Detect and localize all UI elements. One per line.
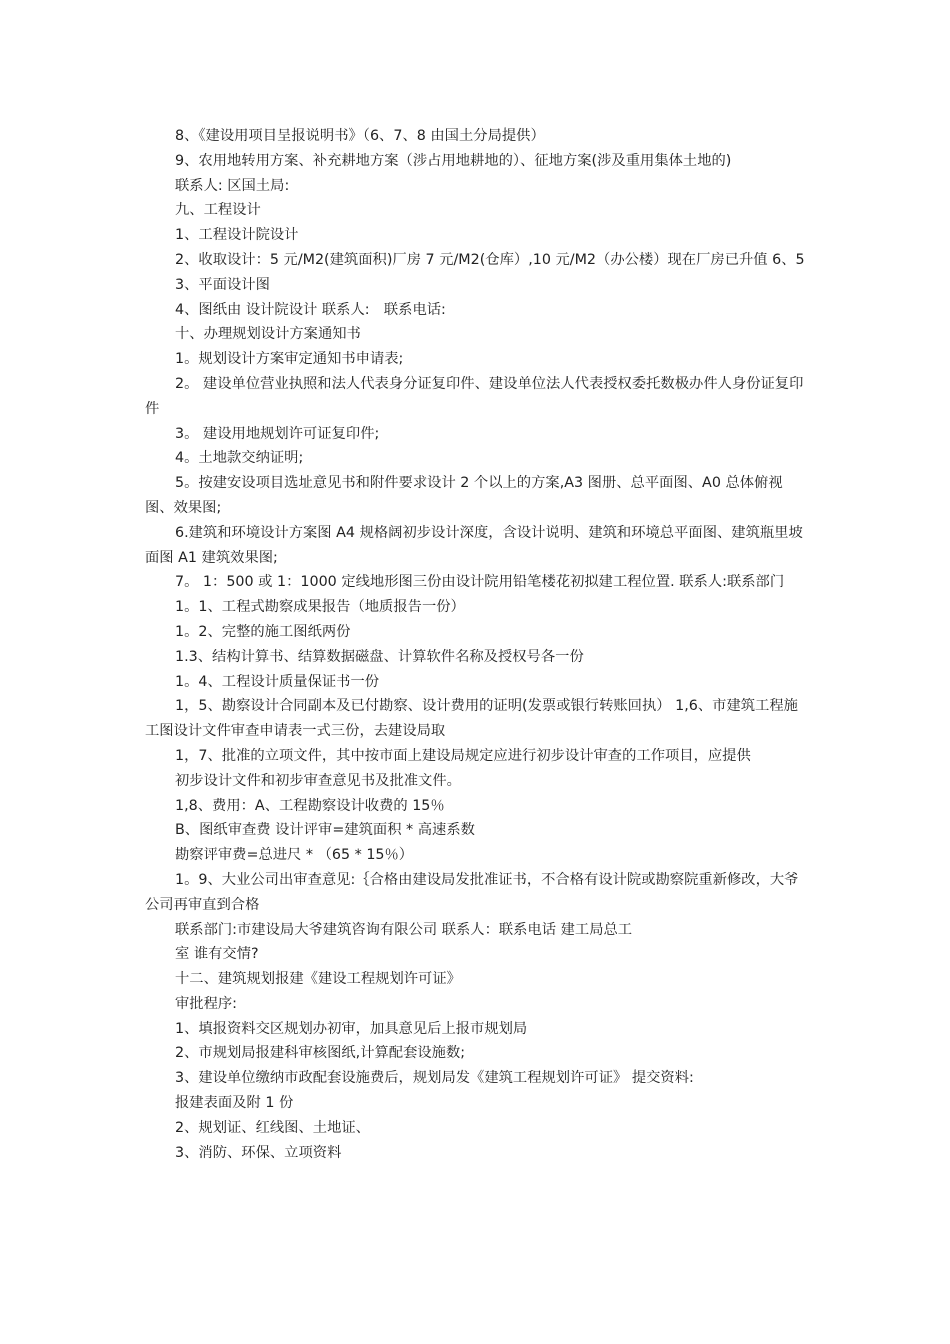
paragraph-line: 1，7、批准的立项文件，其中按市面上建设局规定应进行初步设计审查的工作项目，应提供 <box>175 747 751 764</box>
section-heading: 九、工程设计 <box>175 202 261 219</box>
paragraph-line: 1。4、工程设计质量保证书一份 <box>175 673 380 690</box>
paragraph-line: 联系人: 区国土局: <box>175 177 290 194</box>
paragraph-line: 审批程序: <box>175 995 238 1012</box>
paragraph-line: 3、建设单位缴纳市政配套设施费后，规划局发《建筑工程规划许可证》 提交资料: <box>175 1070 694 1087</box>
section-heading: 十二、建筑规划报建《建设工程规划许可证》 <box>175 971 461 988</box>
paragraph-line: 联系部门:市建设局大爷建筑咨询有限公司 联系人：联系电话 建工局总工 <box>175 921 633 938</box>
paragraph-line: 勘察评审费=总进尺 * （65 * 15％） <box>175 847 414 864</box>
paragraph-line: 9、农用地转用方案、补充耕地方案（涉占用地耕地的）、征地方案(涉及重用集体土地的) <box>175 152 732 169</box>
paragraph-line: 5。按建安设项目选址意见书和附件要求设计 2 个以上的方案,A3 图册、总平面图、A0 总体俯视图、效果图; <box>145 475 783 516</box>
paragraph-line: 1。2、完整的施工图纸两份 <box>175 623 351 640</box>
paragraph-line: 1,8、费用：A、工程勘察设计收费的 15％ <box>175 797 445 814</box>
section-heading: 十、办理规划设计方案通知书 <box>175 326 361 343</box>
paragraph-line: 1。9、大业公司出审查意见:｛合格由建设局发批准证书，不合格有设计院或勘察院重新修改，大爷公司再审直到合格 <box>145 871 799 913</box>
paragraph-line: 1。1、工程式勘察成果报告（地质报告一份） <box>175 599 465 616</box>
paragraph-line: 2、市规划局报建科审核图纸,计算配套设施数; <box>175 1045 466 1062</box>
paragraph-line: 4。土地款交纳证明; <box>175 450 304 467</box>
document-body <box>145 124 807 1165</box>
paragraph-line: 2、收取设计：5 元/M2(建筑面积)厂房 7 元/M2(仓库）,10 元/M2（办公楼）现在厂房已升值 6、5 <box>175 251 805 268</box>
paragraph-line: 2、规划证、红线图、土地证、 <box>175 1119 370 1136</box>
paragraph-line: 3、消防、环保、立项资料 <box>175 1144 342 1161</box>
paragraph-line: 8、《建设用项目呈报说明书》（6、7、8 由国土分局提供） <box>175 128 545 144</box>
paragraph-line: B、图纸审查费 设计评审=建筑面积 * 高速系数 <box>175 822 475 839</box>
paragraph-line: 1、工程设计院设计 <box>175 227 299 244</box>
paragraph-line: 2。 建设单位营业执照和法人代表身分证复印件、建设单位法人代表授权委托数极办件人身份证复印件 <box>145 375 804 417</box>
paragraph-line: 3、平面设计图 <box>175 276 270 293</box>
paragraph-line: 3。 建设用地规划许可证复印件; <box>175 425 380 442</box>
paragraph-line: 7。 1：500 或 1：1000 定线地形图三份由设计院用铅笔楼花初拟建工程位置. 联系人:联系部门 <box>175 574 785 591</box>
paragraph-line: 初步设计文件和初步审查意见书及批准文件。 <box>175 772 461 789</box>
paragraph-line: 1，5、勘察设计合同副本及已付勘察、设计费用的证明(发票或银行转账回执） 1,6、市建筑工程施工图设计文件审查申请表一式三份，去建设局取 <box>145 698 798 740</box>
paragraph-line: 室 谁有交情? <box>175 946 259 963</box>
paragraph-line: 报建表面及附 1 份 <box>175 1095 294 1112</box>
paragraph-line: 4、图纸由 设计院设计 联系人: 联系电话: <box>175 301 446 318</box>
paragraph-line: 1、填报资料交区规划办初审，加具意见后上报市规划局 <box>175 1020 528 1037</box>
paragraph-line: 6.建筑和环境设计方案图 A4 规格阔初步设计深度，含设计说明、建筑和环境总平面图、建筑瓶里坡面图 A1 建筑效果图; <box>145 524 803 566</box>
paragraph-line: 1.3、结构计算书、结算数据磁盘、计算软件名称及授权号各一份 <box>175 648 584 665</box>
paragraph-line: 1。规划设计方案审定通知书申请表; <box>175 351 404 368</box>
